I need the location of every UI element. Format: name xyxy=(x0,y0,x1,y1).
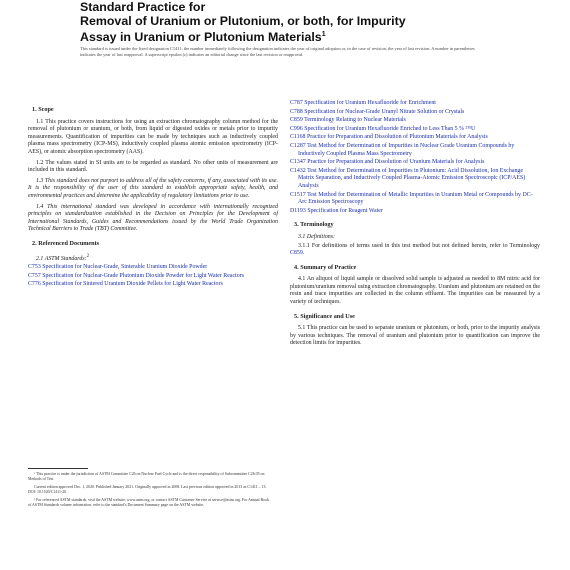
reference-title-link[interactable]: Practice for Preparation and Dissolution of Uranium Materials for Analysis xyxy=(307,159,485,166)
reference-title-link[interactable]: Test Method for Determination of Metallic Impurities in Uranium Metal or Compounds by DC-Arc Emission Spectroscopy xyxy=(298,191,533,206)
reference-item[interactable] xyxy=(290,134,540,142)
title-line-3: Assay in Uranium or Plutonium Materials$^1$ xyxy=(80,30,326,45)
reference-title-link[interactable]: Practice for Preparation and Dissolution of Plutonium Materials for Analysis xyxy=(306,134,488,141)
reference-code-link[interactable]: C1168 xyxy=(290,134,306,141)
definitions-label: 3.1 Definitions: xyxy=(298,233,335,240)
footnote-edition: Current edition approved Dec. 1, 2020. Published January 2021. Originally approved in 2008. Last previous edition approved in 2013 as C1411 – 13. DOI: 10.1520/C1411-20. xyxy=(28,485,267,494)
reference-item[interactable] xyxy=(290,143,540,158)
reference-code-link[interactable]: C859 xyxy=(290,117,303,124)
reference-title-link[interactable]: Specification for Sintered Uranium Dioxide Pellets for Light Water Reactors xyxy=(42,281,223,288)
referenced-documents-heading: 2. Referenced Documents xyxy=(32,239,100,247)
terminology-link-c859[interactable]: C859 xyxy=(290,250,303,257)
document-title xyxy=(80,0,530,44)
scope-paragraph-3: 1.3 This standard does not purport to address all of the safety concerns, if any, associated with its use. It is the responsibility of the user of this standard to establish appropriate safety, health, and environmental practices and determine the applicability of regulatory limitations prior to use. xyxy=(28,177,278,199)
reference-code-link[interactable]: C788 xyxy=(290,108,303,115)
reference-title-link[interactable]: Terminology Relating to Nuclear Materials xyxy=(304,117,406,124)
reference-item[interactable] xyxy=(290,192,540,207)
left-reference-list xyxy=(28,264,278,289)
footnote-1: ¹ This practice is under the jurisdiction of ASTM Committee C26 on Nuclear Fuel Cycle and is the direct responsibility of Subcommittee C26.05 on Methods of Test. xyxy=(28,472,265,481)
significance-paragraph: 5.1 This practice can be used to separate uranium or plutonium, or both, prior to the impurity analysis by various techniques. The removal of uranium and plutonium prior to quantification can improve the detection limits for impurities. xyxy=(290,325,540,347)
reference-code-link[interactable]: C753 xyxy=(28,264,41,271)
reference-code-link[interactable]: C1287 xyxy=(290,142,306,149)
title-line-2: Removal of Uranium or Plutonium, or both, for Impurity xyxy=(80,14,406,28)
scope-paragraph-1: 1.1 This practice covers instructions for using an extraction chromatography column method for the removal of plutonium or uranium, or both, from liquid or digested oxides or metals prior to impurity measurements. Quantification of impurities can be made by techniques such as inductively coupled plasma mass spectrometry (ICP-MS), inductively coupled plasma atomic emission spectrometry (ICP-AES), or atomic absorption spectrometry (AAS). xyxy=(28,118,278,155)
reference-title-link[interactable]: Specification for Uranium Hexafluoride for Enrichment xyxy=(304,100,436,106)
summary-paragraph: 4.1 An aliquot of liquid sample or dissolved solid sample is adjusted as needed to 8M nitric acid for plutonium/uranium removal using extraction chromatography. Uranium and plutonium are retained on the resin and trace impurities are collected in the column effluent. The impurities can be measured by a variety of techniques. xyxy=(290,276,540,306)
reference-item[interactable] xyxy=(290,109,540,117)
designation-notice: This standard is issued under the fixed designation C1411; the number immediately following the designation indicates the year of original adoption or, in the case of revision, the year of last revision. A number in parentheses indicates the year of last reapproval. A superscript epsilon (ε) indicates an editorial change since the last revision or reapproval. xyxy=(80,46,475,57)
reference-item[interactable] xyxy=(290,208,540,216)
reference-item[interactable] xyxy=(28,281,278,289)
reference-item[interactable] xyxy=(28,264,278,272)
reference-title-link[interactable]: Test Method for Determination of Impurities in Nuclear Grade Uranium Compounds by Inductively Coupled Plasma Mass Spectrometry xyxy=(298,142,515,157)
reference-title-link[interactable]: Specification for Nuclear-Grade, Sinterable Uranium Dioxide Powder xyxy=(42,264,208,271)
reference-title-link[interactable]: Specification for Reagent Water xyxy=(307,207,383,214)
reference-code-link[interactable]: C757 xyxy=(28,272,41,279)
right-reference-list xyxy=(290,100,540,215)
reference-code-link[interactable]: C996 xyxy=(290,125,303,132)
left-column xyxy=(28,100,278,290)
title-footnote-marker: 1 xyxy=(321,31,326,38)
reference-title-link[interactable]: Specification for Nuclear-Grade Uranyl Nitrate Solution or Crystals xyxy=(304,108,465,115)
scope-paragraph-2: 1.2 The values stated in SI units are to be regarded as standard. No other units of measurement are included in this standard. xyxy=(28,159,278,174)
scope-paragraph-4: 1.4 This international standard was developed in accordance with internationally recognized principles on standardization established in the Decision on Principles for the Development of International Standards, Guides and Recommendations issued by the World Trade Organization Technical Barriers to Trade (TBT) Committee. xyxy=(28,203,278,233)
reference-title-link[interactable]: Specification for Nuclear-Grade Plutonium Dioxide Powder for Light Water Reactors xyxy=(42,272,244,279)
footnote-divider xyxy=(28,468,88,469)
terminology-heading: 3. Terminology xyxy=(294,221,334,229)
reference-item[interactable] xyxy=(290,159,540,167)
astm-standards-label: 2.1 ASTM Standards:$^2$ xyxy=(36,253,90,262)
reference-title-link[interactable]: Specification for Uranium Hexafluoride Enriched to Less Than 5 % ²³⁵U xyxy=(304,125,476,132)
summary-heading: 4. Summary of Practice xyxy=(294,263,357,271)
footnote-2: ² For referenced ASTM standards, visit the ASTM website, www.astm.org, or contact ASTM Customer Service at service@astm.org. For Annual Book of ASTM Standards volume information, refer to the standard's Document Summary page on the ASTM website. xyxy=(28,498,269,507)
reference-code-link[interactable]: C776 xyxy=(28,281,41,288)
reference-item[interactable] xyxy=(290,117,540,125)
reference-item[interactable] xyxy=(290,100,540,108)
terminology-definition: 3.1.1 For definitions of terms used in this test method but not defined herein, refer to Terminology C859. xyxy=(290,242,540,257)
reference-code-link[interactable]: D1193 xyxy=(290,207,306,214)
reference-item[interactable] xyxy=(290,126,540,134)
right-column xyxy=(290,100,540,351)
significance-heading: 5. Significance and Use xyxy=(294,312,355,320)
reference-code-link[interactable]: C1517 xyxy=(290,191,306,198)
reference-item[interactable] xyxy=(28,273,278,281)
reference-code-link[interactable]: C787 xyxy=(290,100,303,106)
scope-heading: 1. Scope xyxy=(32,106,54,113)
footnotes xyxy=(28,472,273,511)
reference-code-link[interactable]: C1432 xyxy=(290,167,306,174)
reference-code-link[interactable]: C1347 xyxy=(290,159,306,166)
reference-title-link[interactable]: Test Method for Determination of Impurities in Plutonium: Acid Dissolution, Ion Exchange Matrix Separation, and Inductively Coupled Plasma-Atomic Emission Spectroscopic (ICP/AES) Analysis xyxy=(298,167,526,189)
title-line-1: Standard Practice for xyxy=(80,0,206,14)
reference-item[interactable] xyxy=(290,168,540,191)
